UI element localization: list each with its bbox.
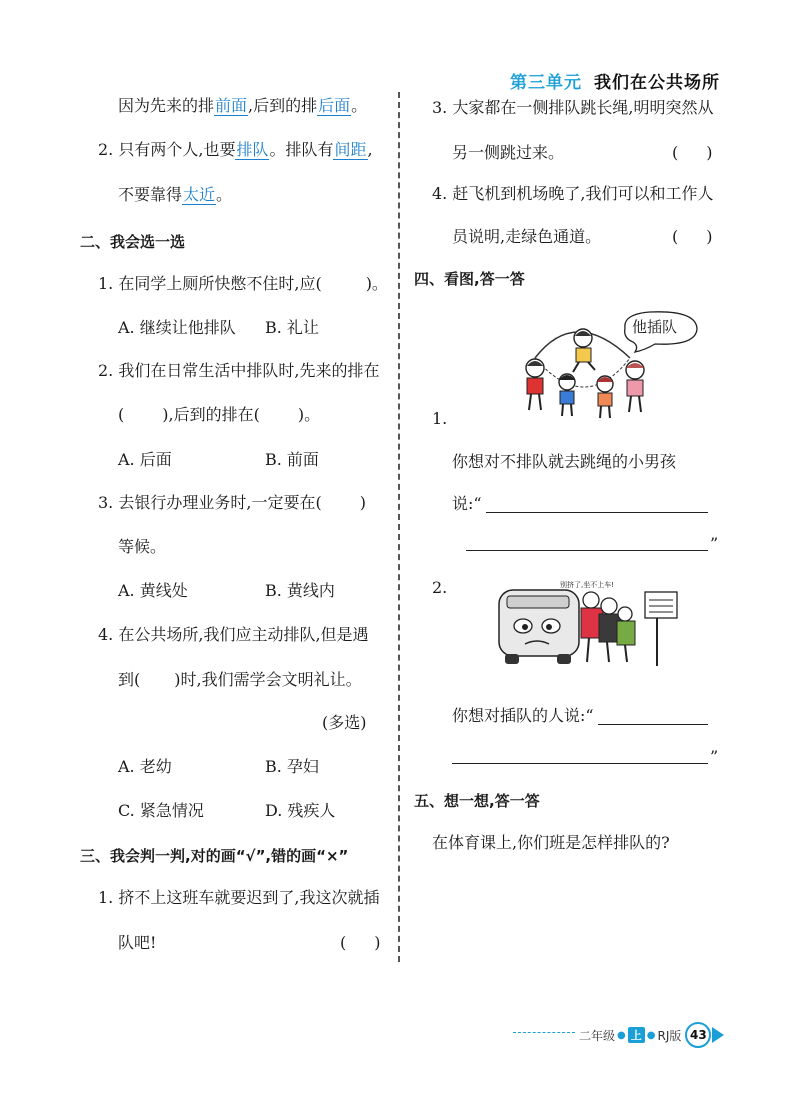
q2-4-line1: 4. 在公共场所,我们应主动排队,但是遇 <box>98 625 369 644</box>
text: ( <box>118 405 125 424</box>
q2-3-option-a: A. 黄线处 <box>118 581 188 600</box>
answer-taijin: 太近 <box>183 185 216 204</box>
q2-4-option-b: B. 孕妇 <box>265 757 319 776</box>
section-3-title: 三、我会判一判,对的画“√”,错的画“×” <box>80 847 349 865</box>
dot-icon: ● <box>617 1029 626 1041</box>
text: ) <box>706 143 713 162</box>
unit-header <box>510 68 720 93</box>
text: ) <box>359 493 366 512</box>
page-number: 43 <box>685 1022 711 1048</box>
q3-3-line1: 3. 大家都在一侧排队跳长绳,明明突然从 <box>432 98 714 117</box>
text: 1. 在同学上厕所快憋不住时,应( <box>98 274 322 293</box>
dot-icon: ● <box>646 1029 656 1041</box>
section-2-title: 二、我会选一选 <box>80 233 186 251</box>
fill-line-1 <box>118 96 367 116</box>
q2-2-option-b: B. 前面 <box>265 450 319 469</box>
q2-2-option-a: A. 后面 <box>118 450 172 469</box>
section-4-title: 四、看图,答一答 <box>414 270 525 288</box>
q2-4-option-d: D. 残疾人 <box>265 801 336 820</box>
text: ),后到的排在( <box>162 405 260 424</box>
text: ( <box>340 933 347 952</box>
q4-2-number: 2. <box>432 578 448 597</box>
q2-4-line2 <box>118 670 362 690</box>
footer-term: 上 <box>628 1027 645 1043</box>
q2-2-line1: 2. 我们在日常生活中排队时,先来的排在 <box>98 361 380 380</box>
text: , <box>367 140 373 159</box>
text: ) <box>706 227 713 246</box>
bus-shout-text: 别挤了,坐不上车! <box>560 581 615 589</box>
q2-4-option-a: A. 老幼 <box>118 757 172 776</box>
q2-1-option-b: B. 礼让 <box>265 318 319 337</box>
footer-edition: RJ版 <box>657 1028 682 1043</box>
q4-1-prompt: 你想对不排队就去跳绳的小男孩 <box>452 452 677 471</box>
q3-1-line2: 队吧! <box>118 933 157 952</box>
text: ,后到的排 <box>248 96 318 115</box>
q3-3-line2: 另一侧跳过来。 <box>452 143 565 162</box>
q2-4-option-c: C. 紧急情况 <box>118 801 204 820</box>
q3-4-line1: 4. 赶飞机到机场晚了,我们可以和工作人 <box>432 184 714 203</box>
text: 不要靠得 <box>118 185 183 204</box>
q4-1-answer-line-1[interactable] <box>486 512 708 513</box>
page-footer <box>513 1022 724 1048</box>
q4-2-answer-line-1[interactable] <box>598 724 708 725</box>
fill-line-2 <box>98 140 373 160</box>
q3-3-answer-paren[interactable] <box>672 143 713 163</box>
text: )。 <box>365 274 388 293</box>
close-quote: ” <box>710 534 719 553</box>
text: ( <box>672 227 679 246</box>
q3-4-answer-paren[interactable] <box>672 227 713 247</box>
text: 。 <box>216 185 233 204</box>
close-quote: ” <box>710 747 719 766</box>
answer-houmian: 后面 <box>318 96 351 115</box>
text: )时,我们需学会文明礼让。 <box>174 670 362 689</box>
footer-grade: 二年级 <box>579 1028 616 1043</box>
q4-1-number: 1. <box>432 409 448 428</box>
text: 到( <box>118 670 141 689</box>
text: ( <box>672 143 679 162</box>
answer-jianju: 间距 <box>334 140 367 159</box>
q4-2-prompt: 你想对插队的人说:“ <box>452 706 594 725</box>
q4-2-answer-line-2[interactable] <box>452 763 708 764</box>
q2-3-line2: 等候。 <box>118 537 167 556</box>
q2-3-line1 <box>98 493 366 513</box>
column-divider <box>398 92 400 962</box>
q4-1-answer-line-2[interactable] <box>466 550 708 551</box>
speech-bubble-text: 他插队 <box>632 318 678 336</box>
multi-select-note: (多选) <box>322 713 367 732</box>
q2-2-line2 <box>118 405 320 425</box>
answer-paidui: 排队 <box>236 140 269 159</box>
text: 。排队有 <box>269 140 334 159</box>
q4-1-say: 说:“ <box>452 494 482 513</box>
text: )。 <box>297 405 321 424</box>
text: 2. 只有两个人,也要 <box>98 140 236 159</box>
unit-number: 第三单元 <box>510 73 582 93</box>
fill-line-3 <box>118 185 232 205</box>
text: ) <box>374 933 381 952</box>
q5-question: 在体育课上,你们班是怎样排队的? <box>432 833 670 852</box>
unit-title: 我们在公共场所 <box>594 73 720 93</box>
q3-1-answer-paren[interactable] <box>340 933 381 953</box>
q2-1-option-a: A. 继续让他排队 <box>118 318 236 337</box>
q3-1-line1: 1. 挤不上这班车就要迟到了,我这次就插 <box>98 888 380 907</box>
q2-3-option-b: B. 黄线内 <box>265 581 335 600</box>
footer-dash <box>513 1032 575 1033</box>
q3-4-line2: 员说明,走绿色通道。 <box>452 227 602 246</box>
text: 因为先来的排 <box>118 96 215 115</box>
arrow-right-icon <box>712 1027 724 1043</box>
text: 3. 去银行办理业务时,一定要在( <box>98 493 322 512</box>
q2-1 <box>98 274 388 294</box>
section-5-title: 五、想一想,答一答 <box>414 792 540 810</box>
answer-qianmian: 前面 <box>215 96 248 115</box>
text: 。 <box>351 96 368 115</box>
